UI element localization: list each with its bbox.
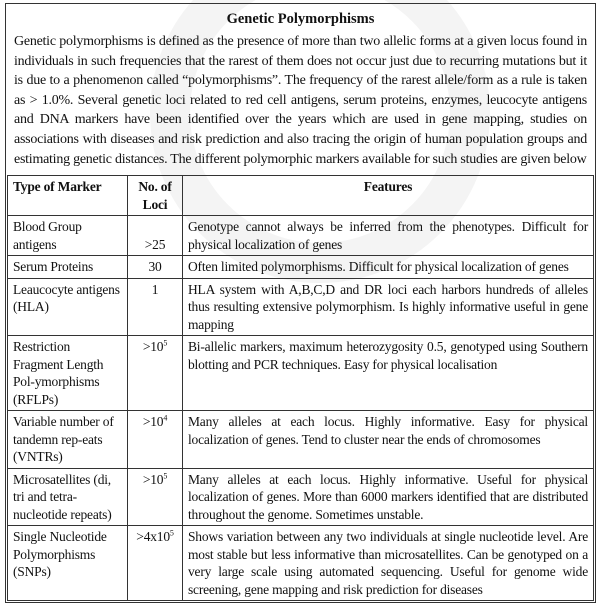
table-row bbox=[8, 336, 594, 411]
loci-value: >4x10 bbox=[136, 529, 170, 545]
marker-type: Single Nucleotide Polymorphisms (SNPs) bbox=[8, 526, 128, 601]
marker-features: Often limited polymorphisms. Difficult for physical localization of genes bbox=[183, 256, 594, 279]
marker-features: Shows variation between any two individuals at single nucleotide level. Are most stable but less informative than microsatellites. Can be genotyped on a very large scale using automated sequencing. Useful for genome wide screening, gene mapping and risk prediction for diseases bbox=[183, 526, 594, 601]
table-row bbox=[8, 216, 594, 256]
loci-count bbox=[128, 336, 183, 411]
marker-type: Variable number of tandemn rep-eats (VNTRs) bbox=[8, 411, 128, 469]
table-row bbox=[8, 256, 594, 279]
loci-exponent: 5 bbox=[163, 471, 168, 481]
table-header-row bbox=[8, 176, 594, 216]
header-features: Features bbox=[183, 176, 594, 216]
loci-count bbox=[128, 468, 183, 526]
loci-count bbox=[128, 526, 183, 601]
loci-count bbox=[128, 278, 183, 336]
loci-value: >10 bbox=[142, 471, 164, 487]
loci-value: 1 bbox=[151, 281, 159, 297]
loci-count bbox=[128, 411, 183, 469]
marker-features: Many alleles at each locus. Highly informative. Easy for physical localization of genes. Tend to cluster near the ends of chromosomes bbox=[183, 411, 594, 469]
marker-table bbox=[7, 175, 594, 601]
marker-features: HLA system with A,B,C,D and DR loci each harbors hundreds of alleles thus resulting extensive polymorphism. Is highly informative useful in gene mapping bbox=[183, 278, 594, 336]
marker-type: Microsatellites (di, tri and tetra-nucleotide repeats) bbox=[8, 468, 128, 526]
loci-exponent: 5 bbox=[163, 338, 168, 348]
marker-type: Restriction Fragment Length Pol-ymorphisms (RFLPs) bbox=[8, 336, 128, 411]
marker-type: Blood Group antigens bbox=[8, 216, 128, 256]
loci-exponent: 5 bbox=[169, 528, 174, 538]
loci-count bbox=[128, 256, 183, 279]
loci-value: 30 bbox=[148, 259, 162, 275]
table-row bbox=[8, 411, 594, 469]
marker-type: Serum Proteins bbox=[8, 256, 128, 279]
marker-features: Bi-allelic markers, maximum heterozygosity 0.5, genotyped using Southern blotting and PCR techniques. Easy for physical localisation bbox=[183, 336, 594, 411]
loci-count bbox=[128, 216, 183, 256]
header-loci: No. of Loci bbox=[128, 176, 183, 216]
table-row bbox=[8, 278, 594, 336]
marker-type: Leaucocyte antigens (HLA) bbox=[8, 278, 128, 336]
loci-value: >10 bbox=[142, 414, 164, 430]
header-type: Type of Marker bbox=[8, 176, 128, 216]
intro-paragraph: Genetic polymorphisms is defined as the presence of more than two allelic forms at a given locus found in individuals in such frequencies that the rarest of them does not occur just due to recurring mutations but it is due to a phenomenon called “polymorphisms”. The frequency of the rarest allele/form as a rule is taken as > 1.0%. Several genetic loci related to red cell antigens, serum proteins, enzymes, leucocyte antigens and DNA markers have been identified over the years which are used in gene mapping, studies on associations with diseases and risk prediction and also tracing the origin of human population groups and estimating genetic distances. The different polymorphic markers available for such studies are given below bbox=[14, 34, 587, 167]
loci-value: >25 bbox=[144, 236, 166, 252]
table-row bbox=[8, 468, 594, 526]
marker-features: Genotype cannot always be inferred from the phenotypes. Difficult for physical localization of genes bbox=[183, 216, 594, 256]
loci-value: >10 bbox=[142, 339, 164, 355]
polymorphisms-box bbox=[5, 3, 596, 603]
marker-features: Many alleles at each locus. Highly informative. Useful for physical localization of genes. More than 6000 markers identified that are distributed throughout the genome. Sometimes unstable. bbox=[183, 468, 594, 526]
loci-exponent: 4 bbox=[163, 413, 168, 423]
table-row bbox=[8, 526, 594, 601]
section-title: Genetic Polymorphisms bbox=[226, 11, 375, 27]
